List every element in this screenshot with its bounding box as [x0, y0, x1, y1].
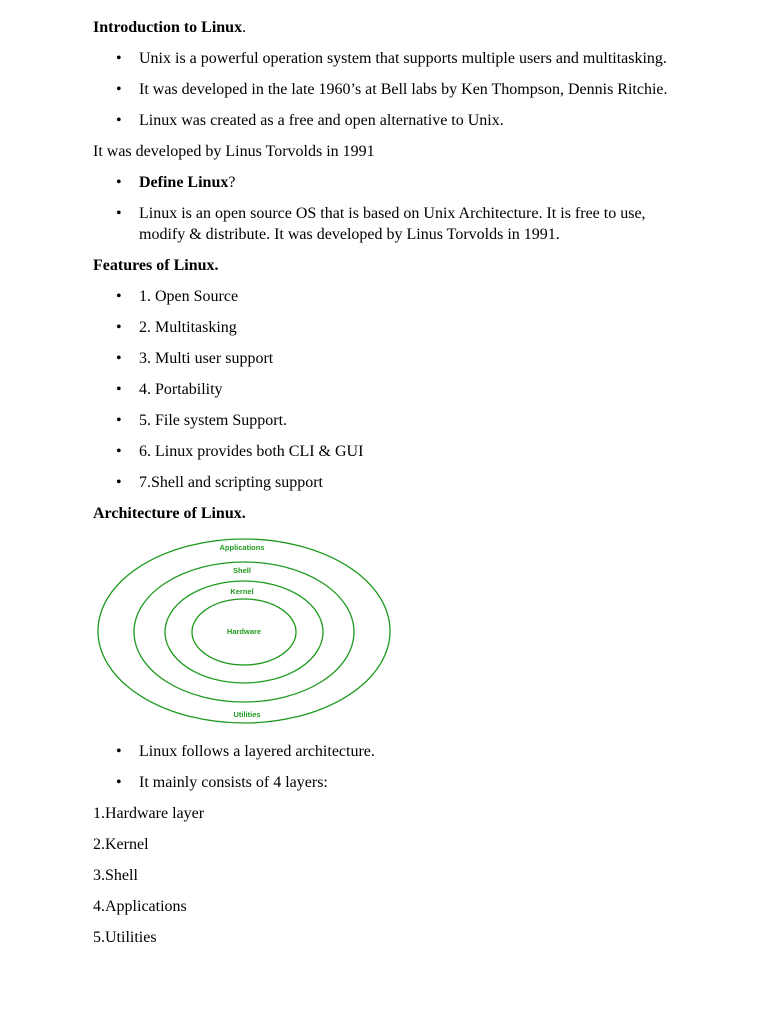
diagram-label-hardware: Hardware: [226, 627, 262, 636]
layer-item-5: 5.Utilities: [93, 929, 157, 946]
bullet-icon: •: [116, 443, 122, 460]
bullet-icon: •: [116, 412, 122, 429]
intro-heading-text: Introduction to Linux: [93, 19, 243, 36]
feature-item-5: 5. File system Support.: [139, 412, 288, 429]
architecture-heading-text: Architecture of Linux.: [93, 505, 246, 522]
intro-bullet-3: Linux was created as a free and open alternative to Unix.: [139, 112, 504, 129]
diagram-label-shell: Shell: [233, 566, 251, 575]
bullet-icon: •: [116, 350, 122, 367]
define-heading-text: Define Linux: [139, 174, 229, 191]
bullet-icon: •: [116, 288, 122, 305]
intro-heading-suffix: .: [242, 19, 247, 36]
layer-item-2: 2.Kernel: [93, 836, 149, 853]
define-heading: [139, 172, 235, 193]
feature-item-1: 1. Open Source: [139, 288, 239, 305]
bullet-icon: •: [116, 205, 122, 222]
architecture-bullet-2: It mainly consists of 4 layers:: [139, 774, 328, 791]
architecture-diagram: [93, 534, 397, 728]
intro-bullet-1: Unix is a powerful operation system that supports multiple users and multitasking.: [139, 50, 667, 67]
developed-line: It was developed by Linus Torvolds in 1991: [93, 143, 375, 160]
bullet-icon: •: [116, 743, 122, 760]
define-desc-line-2: modify & distribute. It was developed by Linus Torvolds in 1991.: [139, 226, 560, 243]
architecture-heading: [93, 503, 246, 524]
feature-item-4: 4. Portability: [139, 381, 223, 398]
feature-item-3: 3. Multi user support: [139, 350, 274, 367]
bullet-icon: •: [116, 381, 122, 398]
define-desc-line-1: Linux is an open source OS that is based on Unix Architecture. It is free to use,: [139, 205, 646, 222]
bullet-icon: •: [116, 774, 122, 791]
feature-item-6: 6. Linux provides both CLI & GUI: [139, 443, 364, 460]
features-heading-text: Features of Linux.: [93, 257, 219, 274]
intro-heading: [93, 17, 246, 38]
feature-item-7: 7.Shell and scripting support: [139, 474, 323, 491]
intro-bullet-2: It was developed in the late 1960’s at Bell labs by Ken Thompson, Dennis Ritchie.: [139, 81, 668, 98]
bullet-icon: •: [116, 474, 122, 491]
layer-item-1: 1.Hardware layer: [93, 805, 205, 822]
feature-item-2: 2. Multitasking: [139, 319, 237, 336]
bullet-icon: •: [116, 319, 122, 336]
bullet-icon: •: [116, 174, 122, 191]
features-heading: [93, 255, 218, 276]
diagram-label-applications: Applications: [219, 543, 265, 552]
diagram-label-kernel: Kernel: [230, 587, 254, 596]
diagram-label-utilities: Utilities: [233, 710, 261, 719]
bullet-icon: •: [116, 50, 122, 67]
bullet-icon: •: [116, 112, 122, 129]
layer-item-3: 3.Shell: [93, 867, 138, 884]
architecture-diagram-svg: [93, 534, 397, 728]
define-heading-suffix: ?: [228, 174, 236, 191]
layer-item-4: 4.Applications: [93, 898, 187, 915]
architecture-bullet-1: Linux follows a layered architecture.: [139, 743, 375, 760]
bullet-icon: •: [116, 81, 122, 98]
